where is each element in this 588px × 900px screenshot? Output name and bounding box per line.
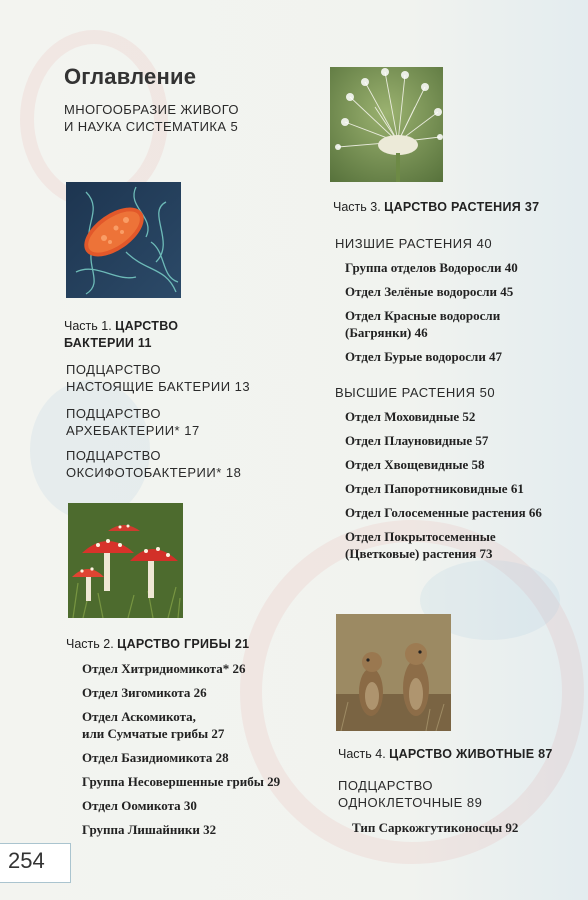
toc-entry: Отдел Зигомикота 26 [82,685,207,700]
toc-entry: или Сумчатые грибы 27 [82,726,225,741]
toc-part-2: Часть 2. ЦАРСТВО ГРИБЫ 21 [66,637,250,651]
toc-entry: Отдел Зелёные водоросли 45 [345,284,514,299]
toc-entry: Отдел Оомикота 30 [82,798,197,813]
toc-entry: Отдел Красные водоросли [345,308,501,323]
ground-squirrels-illustration [336,614,451,731]
toc-entry-intro: МНОГООБРАЗИЕ ЖИВОГО И НАУКА СИСТЕМАТИКА 5 [64,102,239,134]
toc-entry: Отдел Хитридиомикота* 26 [82,661,246,676]
page-title: Оглавление [64,64,197,89]
toc-entry: Отдел Бурые водоросли 47 [345,349,503,364]
bacterium-image [66,182,181,298]
toc-subkingdom-unicellular: ПОДЦАРСТВО ОДНОКЛЕТОЧНЫЕ 89 [338,778,483,810]
toc-entry: Отдел Голосеменные растения 66 [345,505,542,520]
toc-part-1: Часть 1. ЦАРСТВО БАКТЕРИИ 11 [64,319,179,350]
toc-part-3: Часть 3. ЦАРСТВО РАСТЕНИЯ 37 [333,200,540,214]
toc-entry: Отдел Покрытосеменные [345,529,496,544]
toc-entry: Тип Саркожгутиконосцы 92 [352,820,519,835]
toc-subkingdom-oxyphotobacteria: ПОДЦАРСТВО ОКСИФОТОБАКТЕРИИ* 18 [66,448,242,480]
toc-entry: Группа отделов Водоросли 40 [345,260,518,275]
dandelion-image [330,67,443,182]
ground-squirrels-image [336,614,451,731]
fly-agaric-illustration [68,503,183,618]
page-number: 254 [8,848,45,873]
dandelion-illustration [330,67,443,182]
toc-entry: Отдел Хвощевидные 58 [345,457,485,472]
toc-higher-plants: ВЫСШИЕ РАСТЕНИЯ 50 [335,385,496,400]
mushrooms-image [68,503,183,618]
bacterium-illustration [66,182,181,298]
toc-part-4: Часть 4. ЦАРСТВО ЖИВОТНЫЕ 87 [338,747,553,761]
toc-entry: (Багрянки) 46 [345,325,428,340]
toc-entry: Отдел Аскомикота, [82,709,196,724]
toc-entry: Отдел Плауновидные 57 [345,433,489,448]
toc-entry: Группа Лишайники 32 [82,822,217,837]
toc-subkingdom-archaebacteria: ПОДЦАРСТВО АРХЕБАКТЕРИИ* 17 [66,406,200,438]
toc-entry: Отдел Моховидные 52 [345,409,476,424]
toc-entry: Отдел Базидиомикота 28 [82,750,229,765]
toc-entry: (Цветковые) растения 73 [345,546,493,561]
toc-entry: Отдел Папоротниковидные 61 [345,481,524,496]
toc-entry: Группа Несовершенные грибы 29 [82,774,281,789]
toc-lower-plants: НИЗШИЕ РАСТЕНИЯ 40 [335,236,493,251]
toc-subkingdom-true-bacteria: ПОДЦАРСТВО НАСТОЯЩИЕ БАКТЕРИИ 13 [66,362,251,394]
